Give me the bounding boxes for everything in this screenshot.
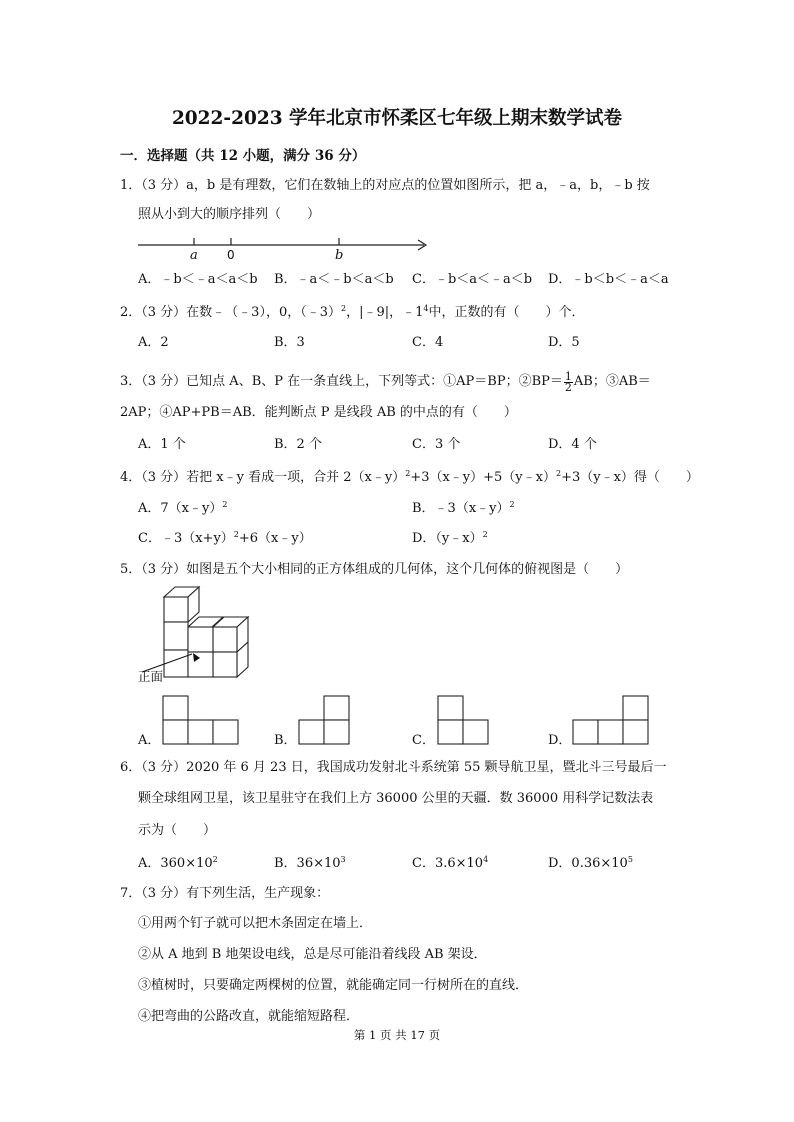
q2-text: 2．（3 分）在数﹣（﹣3），0，（﹣3）$^2$，|﹣9|，$﹣1^4$中，正数的有（ ）个． <box>120 304 585 320</box>
q5-option-a[interactable]: A． <box>138 733 161 748</box>
q1-option-c[interactable]: C．﹣b＜a＜﹣a＜b <box>412 272 533 287</box>
q5-option-b-figure <box>298 695 354 747</box>
q5-option-b[interactable]: B． <box>274 733 297 748</box>
q3-option-d[interactable]: D．4 个 <box>548 437 597 452</box>
q4-option-a[interactable]: A．7（x﹣y）$^2$ <box>138 500 228 516</box>
q7-text-line1: 7．（3 分）有下列生活，生产现象： <box>120 886 330 901</box>
q2-option-b[interactable]: B．3 <box>274 335 305 350</box>
q7-item-1: ①用两个钉子就可以把木条固定在墙上． <box>138 916 373 931</box>
page-footer: 第 1 页 共 17 页 <box>353 1028 441 1042</box>
q3-option-b[interactable]: B．2 个 <box>274 437 322 452</box>
q2-option-c[interactable]: C．4 <box>412 335 444 350</box>
q6-text-line2: 颗全球组网卫星，该卫星驻守在我们上方 36000 公里的天疆．数 36000 用科学记数法表 <box>138 791 654 806</box>
q3-option-a[interactable]: A．1 个 <box>138 437 186 452</box>
page-title: 2022-2023 学年北京市怀柔区七年级上期末数学试卷 <box>171 108 623 129</box>
q7-item-4: ④把弯曲的公路改直，就能缩短路程． <box>138 1009 360 1024</box>
q1-option-b[interactable]: B．﹣a＜﹣b＜a＜b <box>274 272 394 287</box>
q6-option-d[interactable]: D．$0.36\times 10^5$ <box>548 855 633 871</box>
q2-option-a[interactable]: A．2 <box>138 335 169 350</box>
q3-text-line2: 2AP；④AP+PB＝AB．能判断点 P 是线段 AB 的中点的有（ ） <box>120 405 517 420</box>
q4-option-b[interactable]: B．﹣3（x﹣y）$^2$ <box>412 500 515 516</box>
q6-option-a[interactable]: A．$360\times 10^2$ <box>138 855 218 871</box>
number-line-figure <box>138 230 438 262</box>
section-heading: 一．选择题（共 12 小题，满分 36 分） <box>120 148 366 164</box>
q4-option-c[interactable]: C．$﹣3(x+y)^2+6(x﹣y)$ <box>138 530 312 546</box>
q5-option-d-figure <box>572 695 652 747</box>
fraction-one-half: $\frac{1}{2}$ <box>564 370 572 394</box>
q6-text-line3: 示为（ ） <box>138 823 217 838</box>
q7-item-3: ③植树时，只要确定两棵树的位置，就能确定同一行树所在的直线． <box>138 978 529 993</box>
axis-label-b: b <box>335 248 344 263</box>
q5-option-d[interactable]: D． <box>548 733 572 748</box>
front-view-label: 正面 <box>138 669 164 684</box>
q6-option-c[interactable]: C．$3.6\times 10^4$ <box>412 855 489 871</box>
axis-label-zero: 0 <box>227 248 235 262</box>
q4-text: 4．（3 分）若把 x﹣y 看成一项，合并 2（x﹣y）$^2$+3（x﹣y）+5（y﹣x）$^2$+3（y﹣x）得（ ） <box>120 469 699 485</box>
q3-option-c[interactable]: C．3 个 <box>412 437 461 452</box>
q1-text-line1: 1．（3 分）a，b 是有理数，它们在数轴上的对应点的位置如图所示，把 a，﹣a，b，﹣b 按 <box>120 178 650 193</box>
q5-option-c-figure <box>437 695 493 747</box>
q6-option-b[interactable]: B．$36\times 10^3$ <box>274 855 346 871</box>
q6-text-line1: 6．（3 分）2020 年 6 月 23 日，我国成功发射北斗系统第 55 颗导航卫星，暨北斗三号最后一 <box>120 760 667 775</box>
q4-option-d[interactable]: D．（y﹣x）$^2$ <box>412 530 488 546</box>
axis-label-a: a <box>190 248 198 263</box>
q5-option-c[interactable]: C． <box>412 733 435 748</box>
q5-option-a-figure <box>162 695 242 747</box>
q1-option-a[interactable]: A．﹣b＜﹣a＜a＜b <box>138 272 258 287</box>
q7-item-2: ②从 A 地到 B 地架设电线，总是尽可能沿着线段 AB 架设． <box>138 947 487 962</box>
q1-option-d[interactable]: D．﹣b＜b＜﹣a＜a <box>548 272 669 287</box>
q2-option-d[interactable]: D．5 <box>548 335 580 350</box>
q5-text: 5．（3 分）如图是五个大小相同的正方体组成的几何体，这个几何体的俯视图是（ ） <box>120 562 629 577</box>
q3-text-line1: 3．（3 分）已知点 A、B、P 在一条直线上，下列等式：①AP＝BP；②BP＝ $\frac{1}{2}$ AB；③AB＝ <box>120 370 651 394</box>
q1-text-line2: 照从小到大的顺序排列（ ） <box>138 207 321 222</box>
